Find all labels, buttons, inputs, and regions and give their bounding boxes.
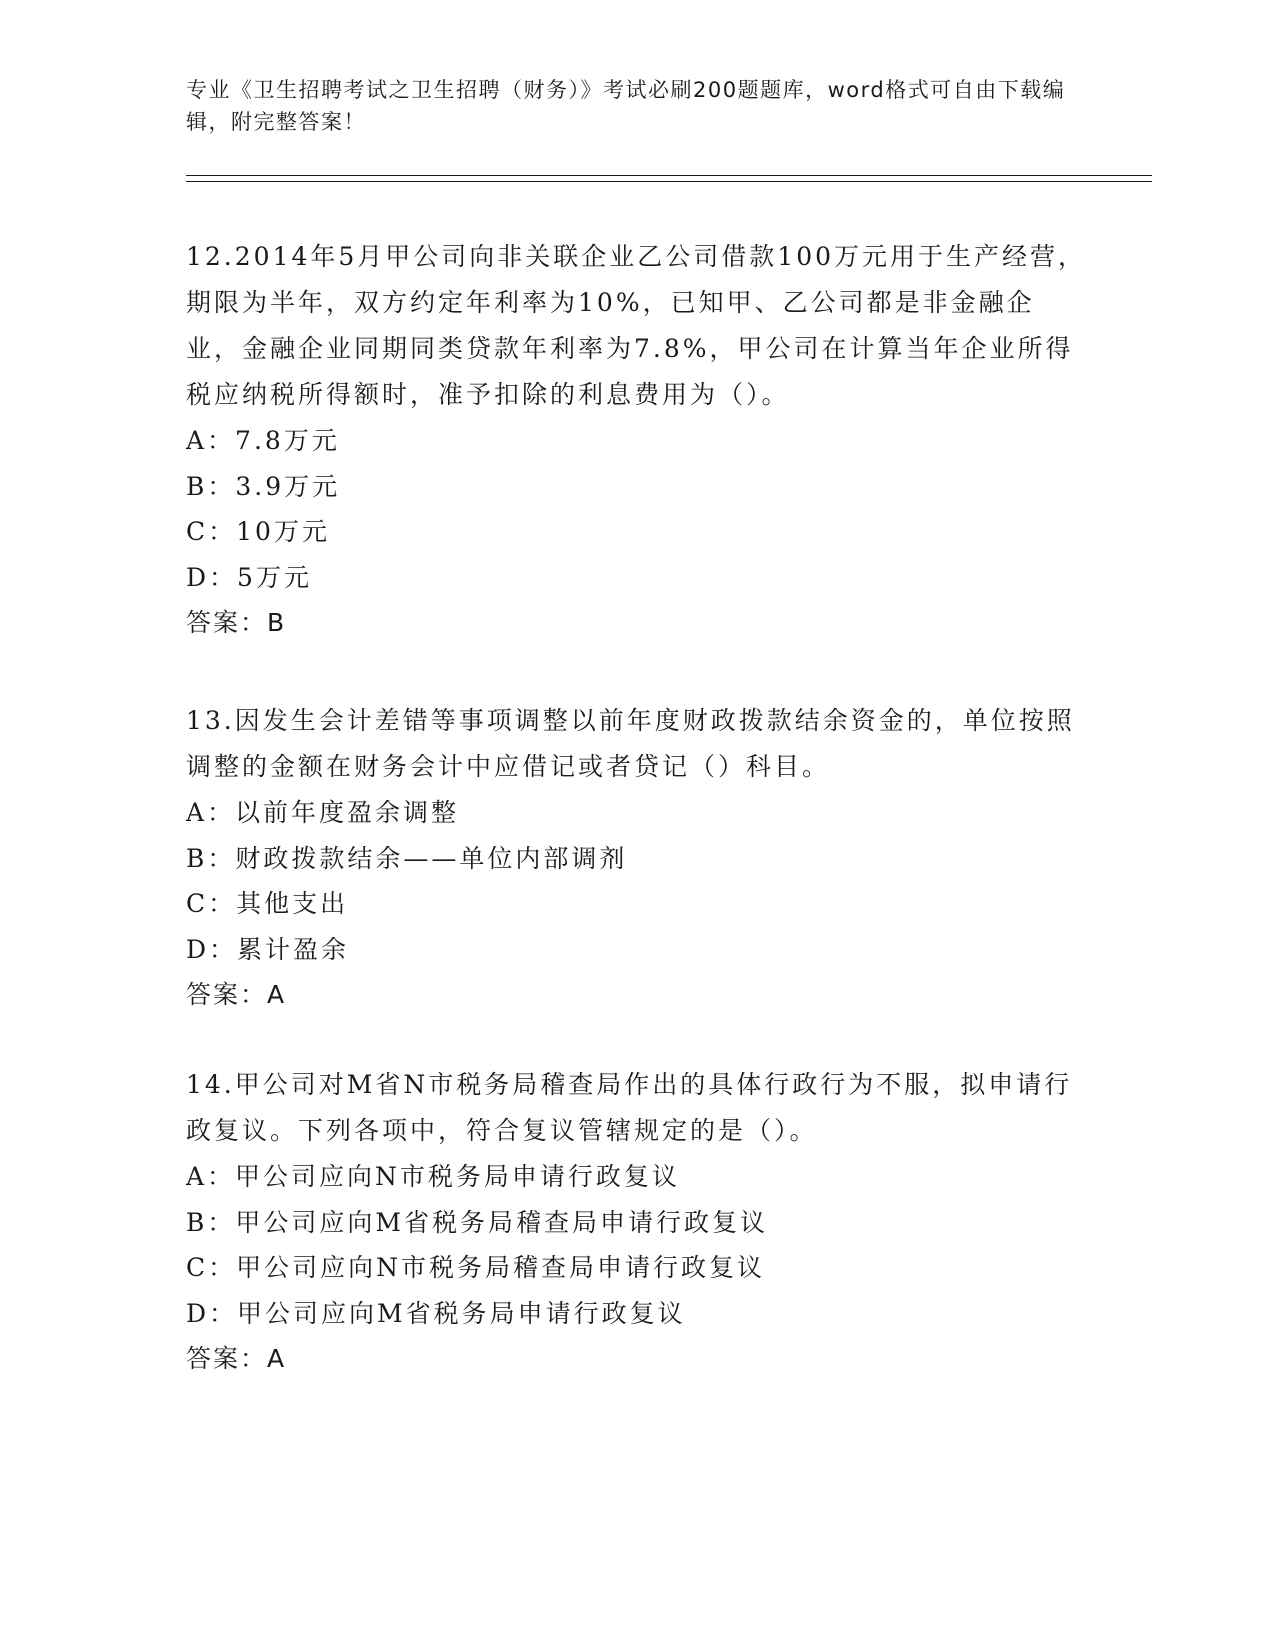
header-divider-bottom (186, 181, 1152, 182)
page-header: 专业《卫生招聘考试之卫生招聘（财务）》考试必刷200题题库，word格式可自由下载编辑，附完整答案！ (186, 78, 1066, 134)
question-13 (186, 698, 1086, 1017)
answer-line: 答案：B (186, 608, 287, 637)
option-d: D：累计盈余 (186, 934, 350, 964)
option-b: B：3.9万元 (186, 471, 341, 501)
option-b: B：财政拨款结余——单位内部调剂 (186, 843, 628, 873)
question-stem: 12.2014年5月甲公司向非关联企业乙公司借款100万元用于生产经营，期限为半年，双方约定年利率为10%，已知甲、乙公司都是非金融企业，金融企业同期同类贷款年利率为7.8%，甲公司在计算当年企业所得税应纳税所得额时，准予扣除的利息费用为（）。 (186, 242, 1087, 409)
option-c: C：甲公司应向N市税务局稽查局申请行政复议 (186, 1253, 766, 1282)
option-a: A：7.8万元 (186, 426, 340, 455)
question-14 (186, 1062, 1086, 1381)
option-a: A：以前年度盈余调整 (186, 798, 460, 827)
question-stem: 13.因发生会计差错等事项调整以前年度财政拨款结余资金的，单位按照调整的金额在财务会计中应借记或者贷记（）科目。 (186, 706, 1075, 781)
answer-line: 答案：A (186, 980, 287, 1009)
option-c: C：其他支出 (186, 889, 349, 918)
option-a: A：甲公司应向N市税务局申请行政复议 (186, 1162, 680, 1191)
option-d: D：甲公司应向M省税务局申请行政复议 (186, 1298, 686, 1328)
option-b: B：甲公司应向M省税务局稽查局申请行政复议 (186, 1207, 768, 1237)
option-c: C：10万元 (186, 517, 330, 546)
question-12 (186, 234, 1086, 645)
answer-line: 答案：A (186, 1344, 287, 1373)
question-stem: 14.甲公司对M省N市税务局稽查局作出的具体行政行为不服，拟申请行政复议。下列各项中，符合复议管辖规定的是（）。 (186, 1070, 1073, 1145)
header-divider-top (186, 175, 1152, 176)
option-d: D：5万元 (186, 562, 312, 592)
